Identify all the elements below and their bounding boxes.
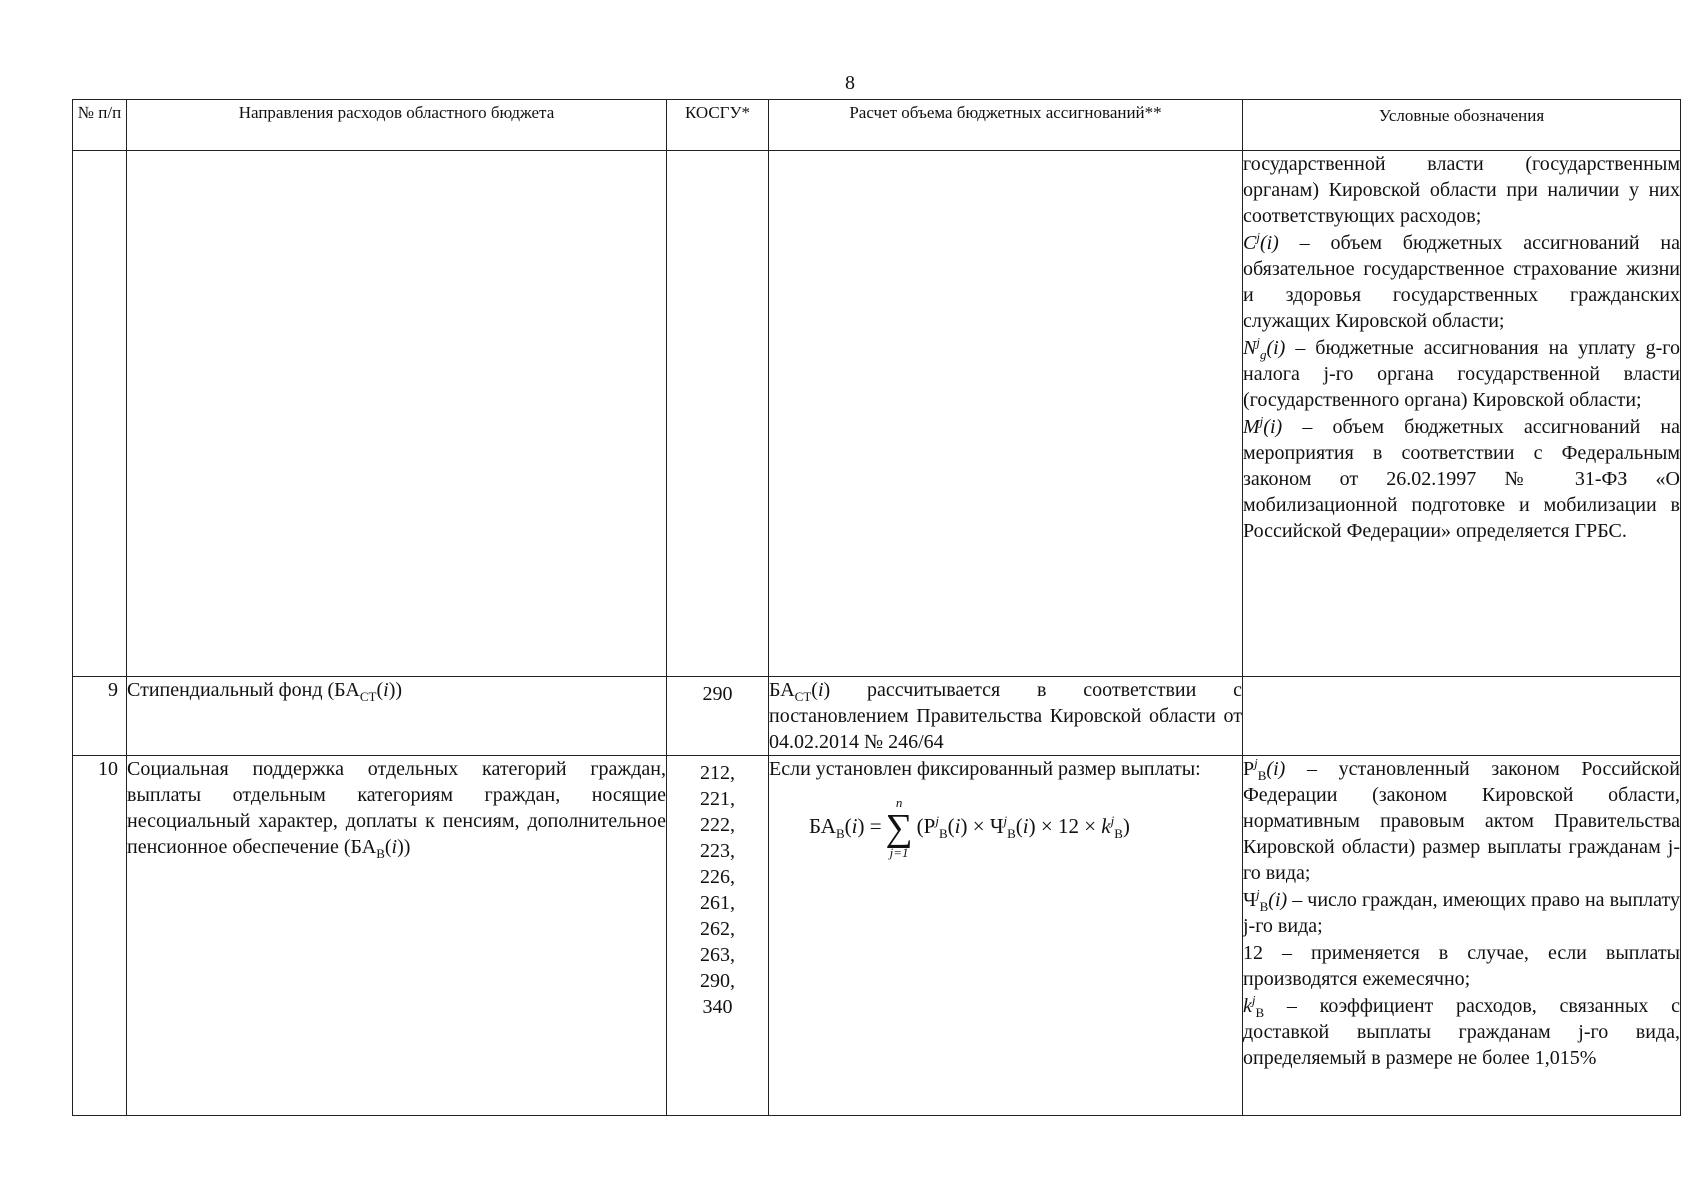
cont-legend (1243, 151, 1681, 677)
legend-item: $k^j_В$ – коэффициент расходов, связанных с доставкой выплаты гражданам j-го вида, определяемый в размере не более 1,015% (1243, 992, 1680, 1069)
cont-calc (769, 151, 1243, 677)
legend-item: $N^j_g(i)$ – бюджетные ассигнования на уплату g-го налога j-го органа государственной власти (государственного органа) Кировской области; (1243, 334, 1680, 411)
row9-legend (1243, 677, 1681, 756)
legend-item: 12 – применяется в случае, если выплаты производятся ежемесячно; (1243, 942, 1680, 990)
kosgu-code: 222, (700, 814, 735, 836)
header-calc: Расчет объема бюджетных ассигнований** (769, 100, 1243, 151)
kosgu-code: 221, (700, 788, 735, 810)
legend-item: $Ч^j_В(i)$ – число граждан, имеющих право на выплату j-го вида; (1243, 886, 1680, 937)
cont-num (73, 151, 127, 677)
table-header-row (73, 100, 1681, 151)
cont-kosgu (667, 151, 769, 677)
legend-item: $M^j(i)$ – объем бюджетных ассигнований на мероприятия в соответствии с Федеральным законом от 26.02.1997 № 31-ФЗ «О мобилизационной подготовке и мобилизации в Российской Федерации» определяется ГРБС. (1243, 413, 1680, 542)
cont-direction (127, 151, 667, 677)
symbol-m: $M^j(i)$ (1243, 413, 1283, 438)
row10-kosgu (667, 756, 769, 1116)
row9-kosgu: 290 (667, 677, 769, 756)
symbol-p: $Р^j_В(i)$ (1243, 755, 1286, 783)
page-number: 8 (845, 72, 855, 94)
row9-num: 9 (73, 677, 127, 756)
row10-calc (769, 756, 1243, 1116)
calc-intro: Если установлен фиксированный размер выплаты: (769, 758, 1201, 780)
kosgu-code: 261, (700, 892, 735, 914)
kosgu-code: 340 (702, 996, 733, 1018)
header-legend (1243, 100, 1681, 151)
row10-num: 10 (73, 756, 127, 1116)
table-row (73, 677, 1681, 756)
kosgu-code: 212, (700, 762, 735, 784)
header-num: № п/п (73, 100, 127, 151)
row9-direction: Стипендиальный фонд $(БА_{СТ}(i))$ (127, 677, 667, 756)
header-direction: Направления расходов областного бюджета (127, 100, 667, 151)
kosgu-code: 226, (700, 866, 735, 888)
symbol-c: $C^j(i)$ (1243, 229, 1279, 254)
row9-calc: $БА_{СТ}(i)$ рассчитывается в соответствии с постановлением Правительства Кировской области от 04.02.2014 № 246/64 (769, 677, 1243, 756)
legend-item: $C^j(i)$ – объем бюджетных ассигнований на обязательное государственное страхование жизни и здоровья государственных гражданских служащих Кировской области; (1243, 229, 1680, 332)
table-row (73, 756, 1681, 1116)
formula: $БА_В(i)$ = n ∑ j=1 $(Р^j_В(i) \times Ч^j_В(i) \times 12 \times k^j_В)$ (809, 795, 1130, 860)
symbol-ch: $Ч^j_В(i)$ (1243, 886, 1288, 914)
budget-table (72, 99, 1681, 1116)
legend-item: государственной власти (государственным органам) Кировской области при наличии у них соответствующих расходов; (1243, 153, 1680, 227)
table-row (73, 151, 1681, 677)
kosgu-code: 223, (700, 840, 735, 862)
symbol-n: $N^j_g(i)$ (1243, 334, 1286, 362)
header-legend-text: Условные обозначения (1378, 106, 1545, 125)
symbol-k: $k^j_В$ (1243, 992, 1265, 1020)
row10-direction: Социальная поддержка отдельных категорий граждан, выплаты отдельным категориям граждан, носящие несоциальный характер, доплаты к пенсиям, дополнительное пенсионное обеспечение $(БА_В(i))$ (127, 756, 667, 1116)
kosgu-code: 263, (700, 944, 735, 966)
row10-legend (1243, 756, 1681, 1116)
legend-item: $Р^j_В(i)$ – установленный законом Российской Федерации (законом Кировской области, нормативным правовым актом Правительства Кировской области) размер выплаты гражданам j-го вида; (1243, 755, 1680, 884)
sum-symbol: n ∑ j=1 (885, 795, 913, 860)
kosgu-code: 262, (700, 918, 735, 940)
header-kosgu: КОСГУ* (667, 100, 769, 151)
kosgu-code: 290, (700, 970, 735, 992)
